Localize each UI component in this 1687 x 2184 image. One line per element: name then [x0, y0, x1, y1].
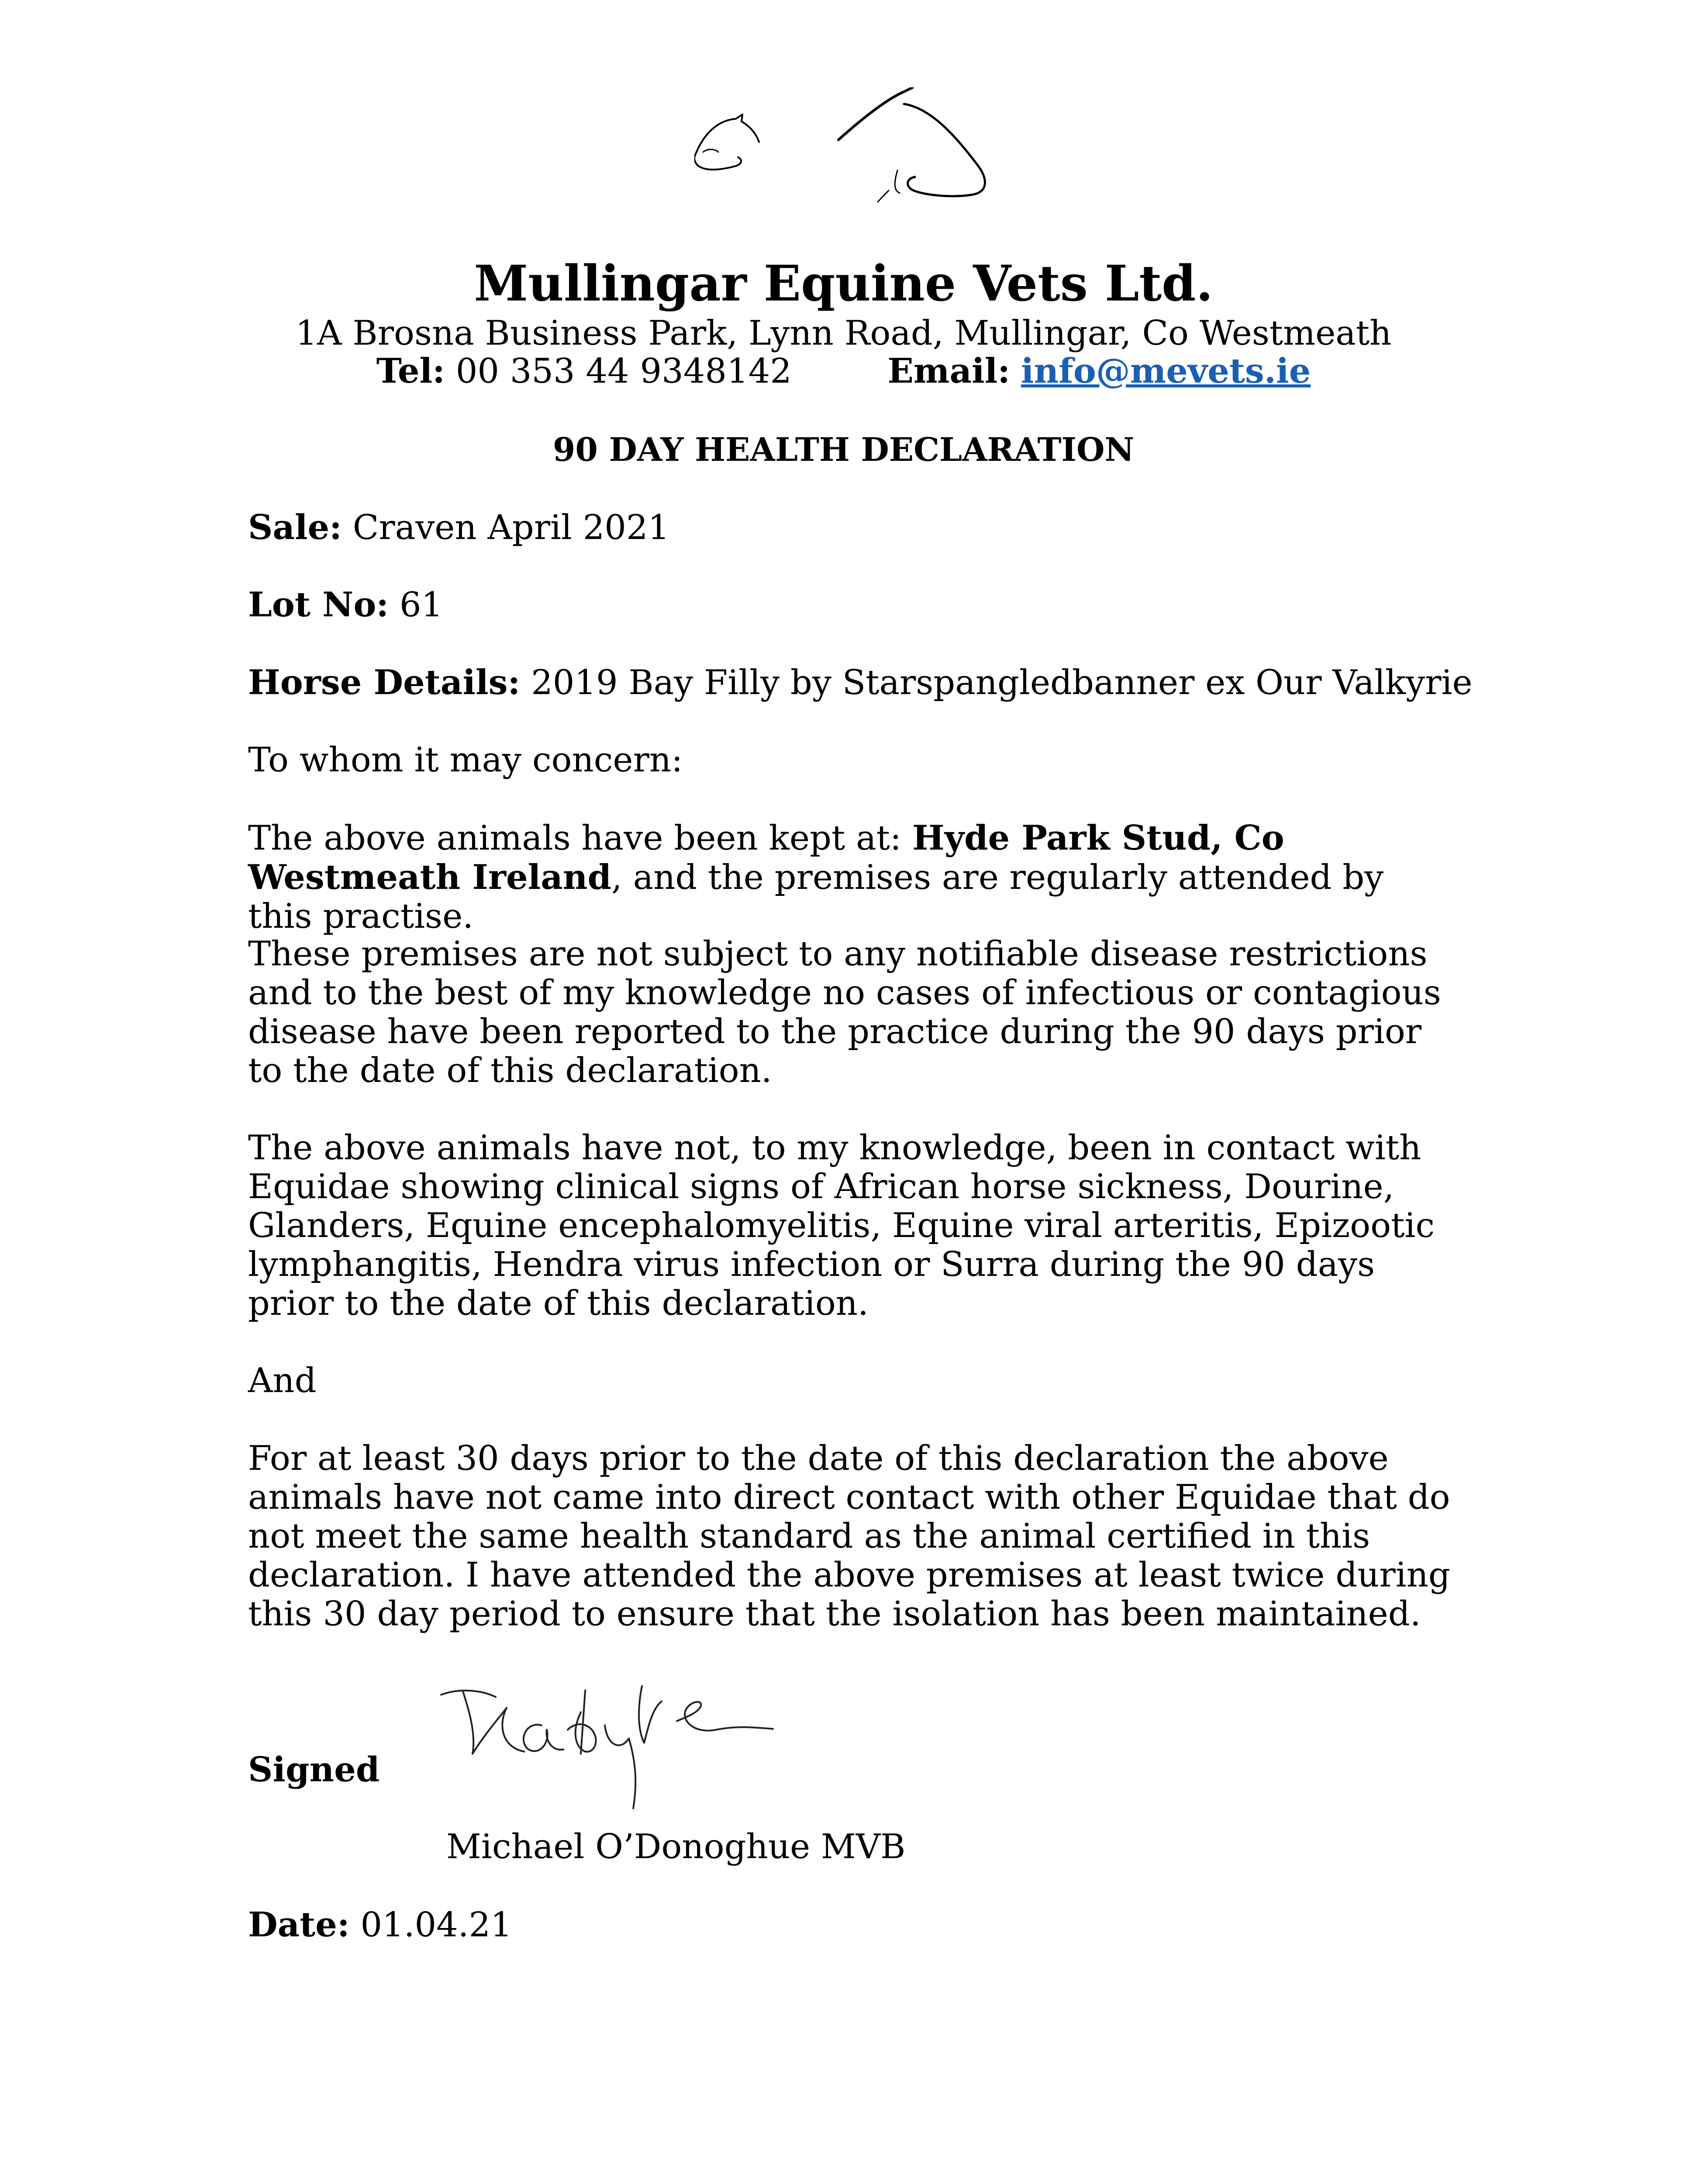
- horse-details-value: 2019 Bay Filly by Starspangledbanner ex Our Valkyrie: [531, 663, 1473, 702]
- signer-name: Michael O’Donoghue MVB: [446, 1827, 906, 1866]
- horse-details-label: Horse Details:: [248, 663, 521, 702]
- paragraph-clinical-signs: The above animals have not, to my knowledge, been in contact with Equidae showing clinical signs of African horse sickness, Dourine, Glanders, Equine encephalomyelitis, Equine viral arteritis, Epizootic lymphangitis, Hendra virus infection or Surra during the 90 days prior to the date of this declaration.: [248, 1128, 1435, 1323]
- tel-label: Tel:: [376, 351, 445, 391]
- date-label: Date:: [248, 1905, 350, 1945]
- lot-line: [248, 585, 1453, 625]
- salutation: To whom it may concern:: [248, 740, 683, 780]
- horse-details-line: [248, 663, 1473, 702]
- sale-line: [248, 508, 1453, 547]
- horse-heads-logo-icon: [694, 87, 991, 205]
- paragraph-disease-restrictions: These premises are not subject to any notifiable disease restrictions and to the best of my knowledge no cases of infectious or contagious disease have been reported to the practice during the 90 days prior to the date of this declaration.: [248, 934, 1441, 1090]
- date-line: [248, 1905, 1453, 1945]
- handwritten-signature-icon: [432, 1664, 804, 1821]
- email-link[interactable]: info@mevets.ie: [1021, 351, 1311, 391]
- paragraph-isolation: For at least 30 days prior to the date of this declaration the above animals have not came into direct contact with other Equidae that do not meet the same health standard as the animal certified in this declaration. I have attended the above premises at least twice during this 30 day period to ensure that the isolation has been maintained.: [248, 1439, 1450, 1634]
- lot-label: Lot No:: [248, 585, 389, 625]
- premises-suffix: , and the premises are regularly attended by this practise.: [248, 858, 1384, 936]
- tel-value: 00 353 44 9348142: [455, 352, 792, 391]
- date-value: 01.04.21: [360, 1905, 512, 1945]
- document-heading: 90 DAY HEALTH DECLARATION: [552, 431, 1135, 469]
- conjunction-and: And: [248, 1361, 317, 1400]
- premises-prefix: The above animals have been kept at:: [248, 819, 912, 858]
- sale-value: Craven April 2021: [352, 508, 670, 547]
- email-label: Email:: [887, 351, 1011, 391]
- sale-label: Sale:: [248, 508, 342, 547]
- company-address: 1A Brosna Business Park, Lynn Road, Mullingar, Co Westmeath: [295, 314, 1392, 353]
- lot-value: 61: [399, 585, 443, 625]
- company-name: Mullingar Equine Vets Ltd.: [474, 255, 1213, 312]
- signed-label: Signed: [248, 1750, 380, 1790]
- paragraph-premises: [248, 819, 1453, 936]
- contact-line: [0, 352, 1687, 391]
- premises-location: Hyde Park Stud, Co Westmeath Ireland: [248, 818, 1284, 897]
